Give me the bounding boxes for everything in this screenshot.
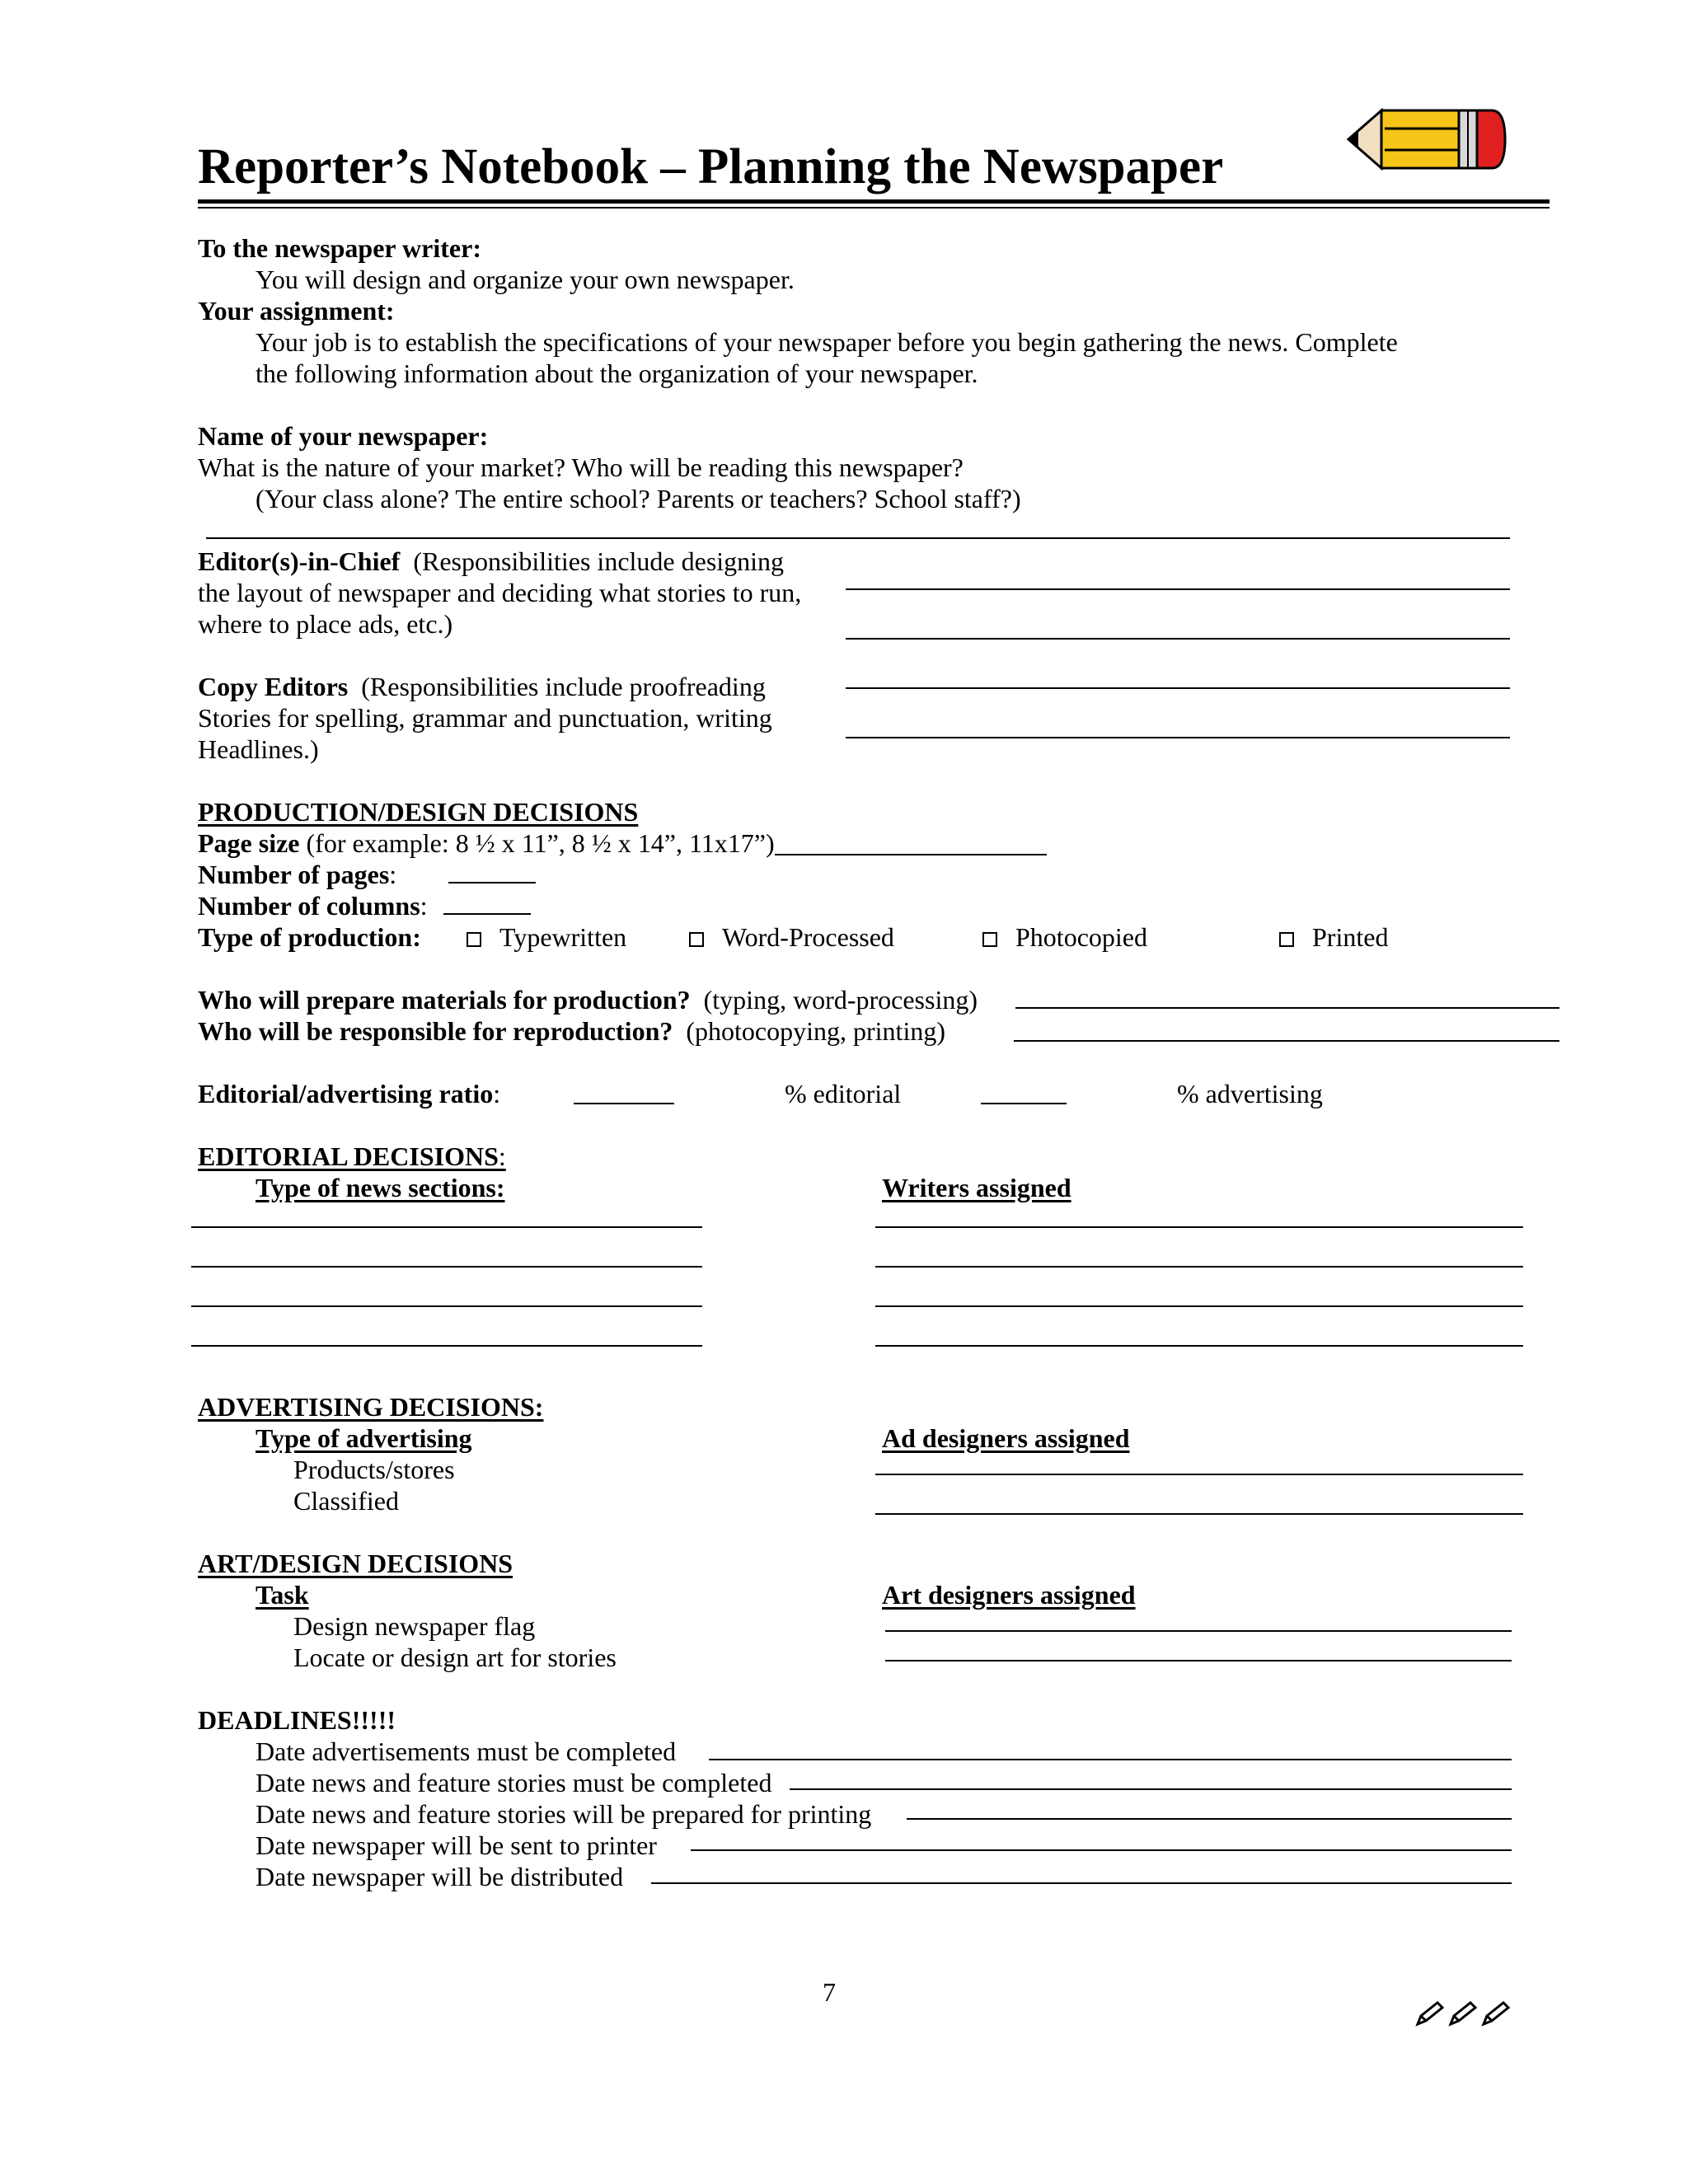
ad-type-item: Classified [293, 1486, 399, 1516]
ad-designer-answer-line[interactable] [875, 1513, 1523, 1515]
editor-in-chief-answer-line[interactable] [846, 638, 1510, 640]
editorial-heading-colon: : [498, 1141, 506, 1171]
page-size-label: Page size [198, 828, 300, 858]
option-label: Printed [1312, 922, 1389, 952]
columns-colon: : [420, 891, 428, 921]
editor-in-chief-line-3: where to place ads, etc.) [198, 609, 453, 639]
page-title: Reporter’s Notebook – Planning the Newspaper [198, 139, 1224, 194]
to-writer-text: You will design and organize your own newspaper. [256, 265, 795, 294]
assignment-line-2: the following information about the organization of your newspaper. [256, 359, 978, 388]
deadline-answer-line[interactable] [709, 1759, 1512, 1760]
deadline-item: Date advertisements must be completed [256, 1736, 677, 1766]
prepare-answer-line[interactable] [1015, 1007, 1559, 1009]
deadline-answer-line[interactable] [651, 1882, 1512, 1884]
option-label: Typewritten [499, 922, 627, 952]
writers-assigned-label: Writers assigned [882, 1173, 1071, 1202]
news-section-answer-line[interactable] [191, 1345, 702, 1347]
writer-answer-line[interactable] [875, 1305, 1523, 1307]
title-rule-thin [198, 207, 1550, 209]
deadline-answer-line[interactable] [790, 1788, 1512, 1790]
advertising-pct-answer-line[interactable] [981, 1103, 1067, 1104]
copy-editors-desc: (Responsibilities include proofreading [361, 672, 766, 701]
pages-answer-line[interactable] [448, 882, 536, 883]
editorial-heading: EDITORIAL DECISIONS [198, 1141, 499, 1171]
art-task-item: Locate or design art for stories [293, 1643, 617, 1672]
advertising-type-label: Type of advertising [256, 1423, 472, 1453]
copy-editors-answer-line[interactable] [846, 737, 1510, 738]
deadline-answer-line[interactable] [691, 1849, 1512, 1851]
news-section-answer-line[interactable] [191, 1226, 702, 1228]
deadline-item: Date newspaper will be distributed [256, 1862, 624, 1891]
checkbox[interactable] [689, 932, 704, 947]
copy-editors-label: Copy Editors [198, 672, 349, 701]
news-section-answer-line[interactable] [191, 1305, 702, 1307]
art-designer-answer-line[interactable] [885, 1630, 1512, 1632]
copy-editors-answer-line[interactable] [846, 687, 1510, 689]
editor-in-chief-answer-line[interactable] [846, 588, 1510, 590]
editor-in-chief-label: Editor(s)-in-Chief [198, 546, 401, 576]
reproduction-row [198, 1015, 945, 1047]
deadline-answer-line[interactable] [907, 1818, 1512, 1820]
market-hint: (Your class alone? The entire school? Parents or teachers? School staff?) [256, 484, 1021, 513]
pencil-icon [1343, 104, 1508, 175]
prepare-hint: (typing, word-processing) [703, 985, 978, 1015]
prepare-row [198, 984, 978, 1015]
ratio-colon: : [493, 1079, 501, 1108]
copy-editors-line-2: Stories for spelling, grammar and punctuation, writing [198, 703, 772, 733]
title-rule-thick [198, 199, 1550, 204]
reproduction-answer-line[interactable] [1014, 1040, 1559, 1042]
option-label: Photocopied [1015, 922, 1147, 952]
checkbox[interactable] [1279, 932, 1294, 947]
news-sections-label: Type of news sections: [256, 1173, 505, 1202]
pencils-icon [1414, 1998, 1513, 2027]
news-section-answer-line[interactable] [191, 1266, 702, 1268]
columns-label: Number of columns [198, 891, 420, 921]
pages-row [198, 859, 396, 890]
production-heading: PRODUCTION/DESIGN DECISIONS [198, 797, 639, 827]
art-heading: ART/DESIGN DECISIONS [198, 1549, 513, 1578]
ratio-row [198, 1078, 500, 1109]
page-size-answer-line[interactable] [775, 854, 1047, 855]
columns-row [198, 890, 428, 921]
ad-type-item: Products/stores [293, 1455, 455, 1484]
editorial-pct-answer-line[interactable] [574, 1103, 674, 1104]
art-task-label: Task [256, 1580, 309, 1610]
art-designers-label: Art designers assigned [882, 1580, 1136, 1610]
ad-designers-label: Ad designers assigned [882, 1423, 1130, 1453]
deadlines-heading: DEADLINES!!!!! [198, 1705, 396, 1735]
deadline-item: Date news and feature stories must be completed [256, 1768, 772, 1797]
editorial-pct-label: % editorial [785, 1079, 902, 1108]
reproduction-label: Who will be responsible for reproduction? [198, 1016, 673, 1046]
deadline-item: Date news and feature stories will be prepared for printing [256, 1799, 872, 1829]
checkbox[interactable] [982, 932, 997, 947]
option-word-processed[interactable] [689, 921, 894, 953]
writer-answer-line[interactable] [875, 1345, 1523, 1347]
copy-editors-line-1 [198, 671, 766, 702]
advertising-heading: ADVERTISING DECISIONS: [198, 1392, 544, 1422]
art-task-item: Design newspaper flag [293, 1611, 536, 1641]
page-size-row [198, 827, 775, 859]
to-writer-label: To the newspaper writer: [198, 233, 481, 263]
editor-in-chief-line-2: the layout of newspaper and deciding what stories to run, [198, 578, 802, 607]
editor-in-chief-desc: (Responsibilities include designing [413, 546, 785, 576]
newspaper-name-label: Name of your newspaper: [198, 421, 489, 451]
page-size-example: (for example: 8 ½ x 11”, 8 ½ x 14”, 11x17”) [306, 828, 775, 858]
ratio-label: Editorial/advertising ratio [198, 1079, 494, 1108]
reproduction-hint: (photocopying, printing) [686, 1016, 945, 1046]
copy-editors-line-3: Headlines.) [198, 734, 319, 764]
ad-designer-answer-line[interactable] [875, 1474, 1523, 1475]
columns-answer-line[interactable] [443, 913, 531, 915]
market-question: What is the nature of your market? Who will be reading this newspaper? [198, 452, 964, 482]
pages-label: Number of pages [198, 860, 390, 889]
option-typewritten[interactable] [467, 921, 626, 953]
checkbox[interactable] [467, 932, 481, 947]
option-photocopied[interactable] [982, 921, 1147, 953]
option-label: Word-Processed [722, 922, 894, 952]
prepare-label: Who will prepare materials for production? [198, 985, 691, 1015]
writer-answer-line[interactable] [875, 1266, 1523, 1268]
assignment-line-1: Your job is to establish the specifications of your newspaper before you begin gathering the news. Complete [256, 327, 1398, 357]
writer-answer-line[interactable] [875, 1226, 1523, 1228]
deadline-item: Date newspaper will be sent to printer [256, 1830, 657, 1860]
art-designer-answer-line[interactable] [885, 1660, 1512, 1661]
market-answer-line[interactable] [206, 537, 1510, 539]
advertising-pct-label: % advertising [1177, 1079, 1323, 1108]
option-printed[interactable] [1279, 921, 1388, 953]
production-type-label: Type of production: [198, 922, 421, 952]
editorial-heading-row [198, 1141, 506, 1172]
assignment-label: Your assignment: [198, 296, 395, 326]
pages-colon: : [389, 860, 397, 889]
page-number: 7 [823, 1977, 836, 2007]
editor-in-chief-line-1 [198, 546, 784, 577]
